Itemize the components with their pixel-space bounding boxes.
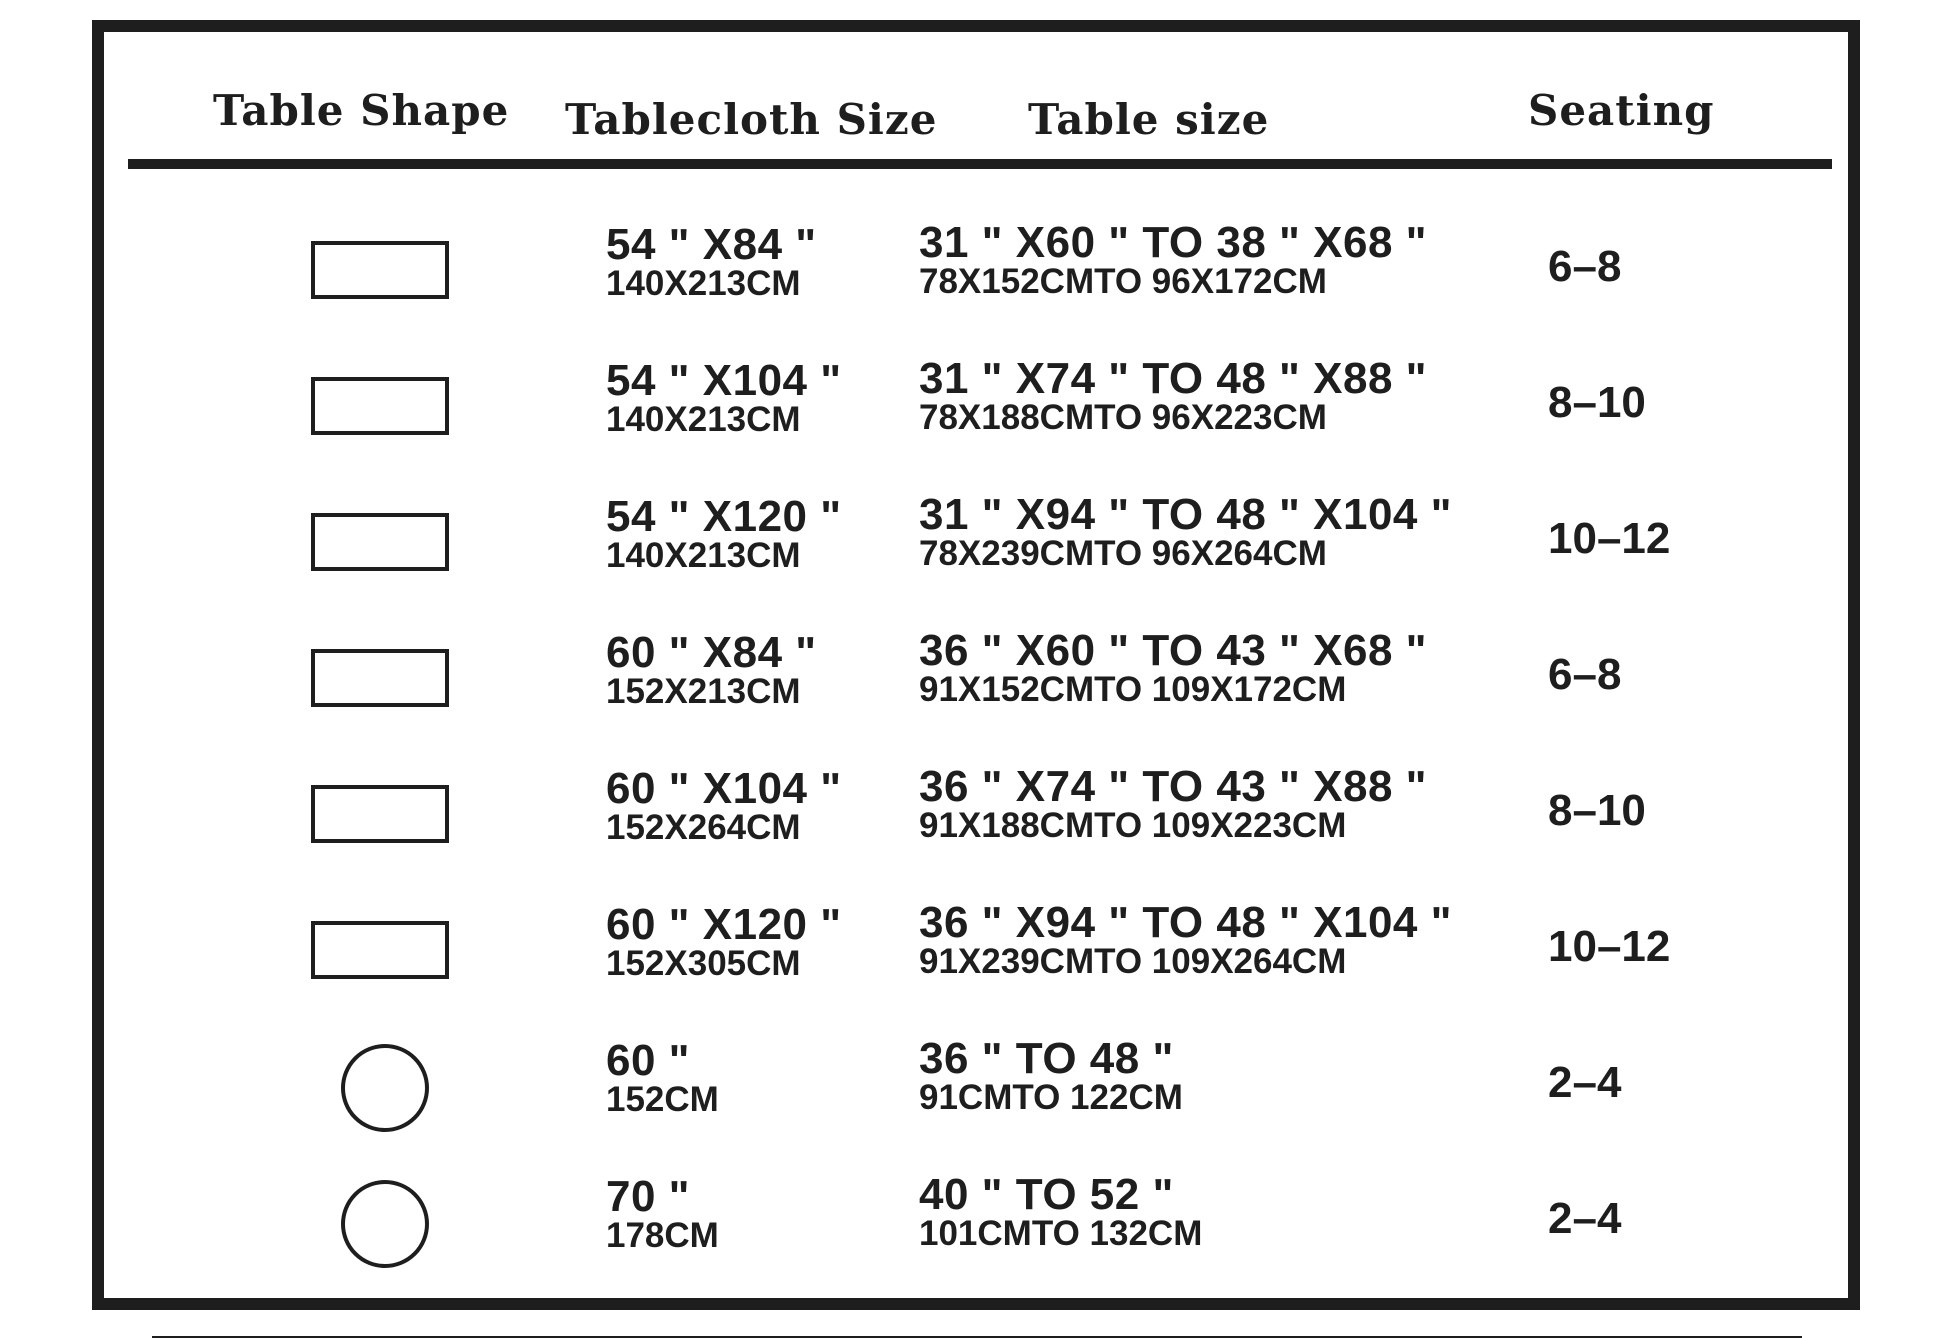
table-row — [0, 898, 1949, 1052]
header-table-shape: Table Shape — [213, 86, 510, 135]
rectangle-table-icon — [311, 649, 449, 707]
rectangle-table-icon — [311, 785, 449, 843]
tablecloth-size-cm: 140X213CM — [606, 400, 801, 439]
tablecloth-size-cell — [606, 220, 817, 303]
tablecloth-size-inches: 54 " X84 " — [606, 220, 817, 269]
table-size-inches: 36 " X74 " TO 43 " X88 " — [919, 762, 1428, 811]
tablecloth-size-inches: 54 " X120 " — [606, 492, 842, 541]
seating-value: 6–8 — [1548, 242, 1622, 291]
rectangle-table-icon — [311, 513, 449, 571]
table-size-cm: 101CMTO 132CM — [919, 1214, 1203, 1253]
header-tablecloth-size: Tablecloth Size — [565, 95, 938, 144]
tablecloth-size-cell — [606, 356, 842, 439]
table-row — [0, 218, 1949, 372]
tablecloth-size-cell — [606, 900, 842, 983]
tablecloth-size-inches: 60 " X84 " — [606, 628, 817, 677]
table-size-cm: 91X239CMTO 109X264CM — [919, 942, 1347, 981]
rectangle-table-icon — [311, 377, 449, 435]
table-row — [0, 762, 1949, 916]
tablecloth-size-inches: 54 " X104 " — [606, 356, 842, 405]
table-size-inches: 40 " TO 52 " — [919, 1170, 1174, 1219]
tablecloth-size-cell — [606, 628, 817, 711]
seating-value: 2–4 — [1548, 1058, 1622, 1107]
tablecloth-size-cm: 152CM — [606, 1080, 719, 1119]
tablecloth-size-inches: 70 " — [606, 1172, 691, 1221]
tablecloth-size-cm: 178CM — [606, 1216, 719, 1255]
seating-value: 10–12 — [1548, 922, 1671, 971]
tablecloth-size-inches: 60 " — [606, 1036, 691, 1085]
table-size-inches: 36 " TO 48 " — [919, 1034, 1174, 1083]
seating-value: 6–8 — [1548, 650, 1622, 699]
tablecloth-size-cell — [606, 492, 842, 575]
tablecloth-size-cm: 140X213CM — [606, 536, 801, 575]
table-size-cell — [919, 490, 1452, 573]
tablecloth-size-inches: 60 " X120 " — [606, 900, 842, 949]
table-size-inches: 31 " X60 " TO 38 " X68 " — [919, 218, 1428, 267]
table-size-cell — [919, 1170, 1203, 1253]
tablecloth-size-cell — [606, 1036, 719, 1119]
tablecloth-size-inches: 60 " X104 " — [606, 764, 842, 813]
table-size-cm: 78X239CMTO 96X264CM — [919, 534, 1327, 573]
table-size-cell — [919, 762, 1428, 845]
header-seating: Seating — [1528, 86, 1715, 135]
seating-value: 10–12 — [1548, 514, 1671, 563]
table-size-inches: 31 " X74 " TO 48 " X88 " — [919, 354, 1428, 403]
rectangle-table-icon — [311, 921, 449, 979]
header-table-size: Table size — [1028, 95, 1270, 144]
table-size-cm: 78X188CMTO 96X223CM — [919, 398, 1327, 437]
seating-value: 8–10 — [1548, 378, 1646, 427]
table-size-inches: 31 " X94 " TO 48 " X104 " — [919, 490, 1452, 539]
table-size-cell — [919, 1034, 1183, 1117]
round-table-icon — [341, 1044, 429, 1132]
seating-value: 8–10 — [1548, 786, 1646, 835]
table-size-cm: 91CMTO 122CM — [919, 1078, 1183, 1117]
round-table-icon — [341, 1180, 429, 1268]
tablecloth-size-cm: 152X305CM — [606, 944, 801, 983]
table-row — [0, 354, 1949, 508]
tablecloth-size-cm: 140X213CM — [606, 264, 801, 303]
tablecloth-size-cell — [606, 1172, 719, 1255]
table-row — [0, 1034, 1949, 1188]
table-size-inches: 36 " X60 " TO 43 " X68 " — [919, 626, 1428, 675]
table-size-cm: 91X152CMTO 109X172CM — [919, 670, 1347, 709]
table-row — [0, 1170, 1949, 1324]
rectangle-table-icon — [311, 241, 449, 299]
tablecloth-size-cm: 152X213CM — [606, 672, 801, 711]
table-row — [0, 490, 1949, 644]
table-size-inches: 36 " X94 " TO 48 " X104 " — [919, 898, 1452, 947]
tablecloth-size-cm: 152X264CM — [606, 808, 801, 847]
table-size-cm: 78X152CMTO 96X172CM — [919, 262, 1327, 301]
table-size-cell — [919, 354, 1428, 437]
table-size-cell — [919, 626, 1428, 709]
table-row — [0, 626, 1949, 780]
seating-value: 2–4 — [1548, 1194, 1622, 1243]
table-size-cm: 91X188CMTO 109X223CM — [919, 806, 1347, 845]
table-size-cell — [919, 218, 1428, 301]
table-size-cell — [919, 898, 1452, 981]
tablecloth-size-cell — [606, 764, 842, 847]
